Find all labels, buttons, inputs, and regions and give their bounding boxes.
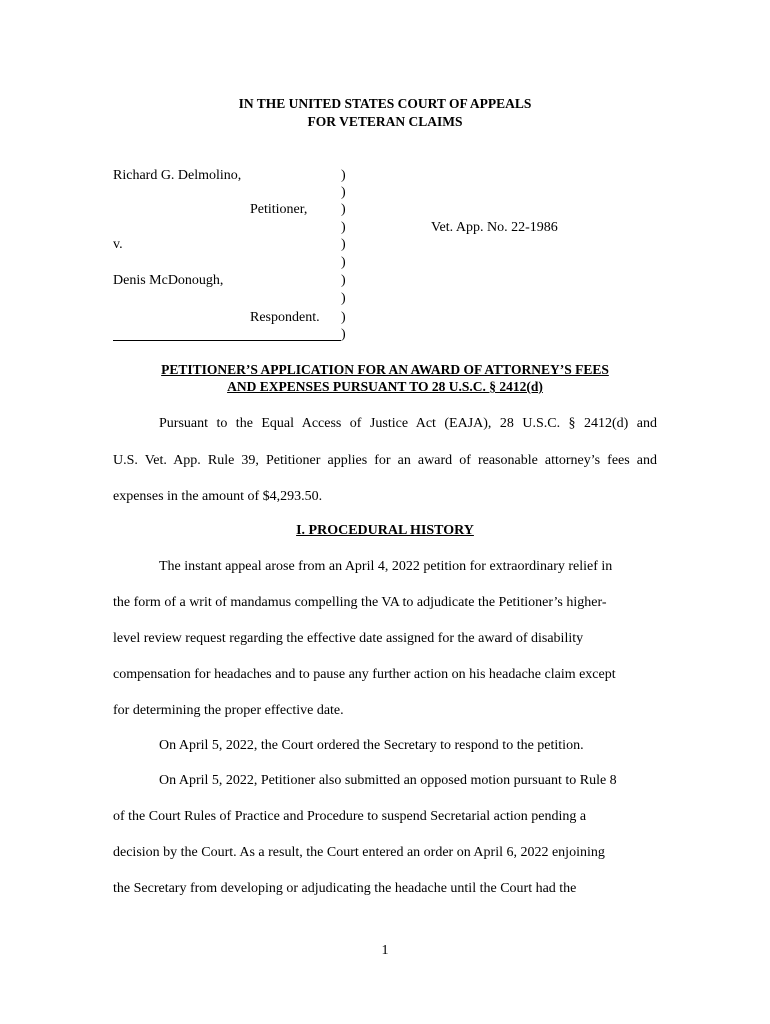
paragraph-line: decision by the Court. As a result, the Court entered an order on April 6, 2022 enjoining: [113, 845, 605, 860]
paragraph-line: of the Court Rules of Practice and Procedure to suspend Secretarial action pending a: [113, 809, 587, 824]
page-number: 1: [381, 943, 389, 958]
intro-line: U.S. Vet. App. Rule 39, Petitioner applies for an award of reasonable attorney’s fees and: [113, 453, 657, 468]
respondent-role: Respondent.: [250, 310, 320, 325]
caption-paren: ): [341, 327, 346, 342]
paragraph-line: On April 5, 2022, Petitioner also submitted an opposed motion pursuant to Rule 8: [159, 773, 617, 788]
caption-paren: ): [341, 237, 346, 252]
respondent-name: Denis McDonough,: [113, 273, 224, 288]
caption-rule: [113, 340, 341, 341]
docket-number: Vet. App. No. 22-1986: [431, 220, 558, 235]
versus: v.: [113, 237, 123, 252]
section-heading: I. PROCEDURAL HISTORY: [296, 523, 474, 538]
application-title-line1: PETITIONER’S APPLICATION FOR AN AWARD OF ATTORNEY’S FEES: [161, 362, 609, 377]
paragraph-line: level review request regarding the effective date assigned for the award of disability: [113, 631, 584, 646]
caption-paren: ): [341, 220, 346, 235]
court-title-line1: IN THE UNITED STATES COURT OF APPEALS: [238, 96, 532, 111]
paragraph-line: the Secretary from developing or adjudicating the headache until the Court had the: [113, 881, 577, 896]
paragraph-line: for determining the proper effective date.: [113, 703, 344, 718]
caption-paren: ): [341, 202, 346, 217]
intro-line: Pursuant to the Equal Access of Justice Act (EAJA), 28 U.S.C. § 2412(d) and: [159, 416, 657, 431]
caption-paren: ): [341, 291, 346, 306]
paragraph-line: The instant appeal arose from an April 4, 2022 petition for extraordinary relief in: [159, 559, 613, 574]
court-title-line2: FOR VETERAN CLAIMS: [307, 114, 463, 129]
petitioner-role: Petitioner,: [250, 202, 308, 217]
caption-paren: ): [341, 273, 346, 288]
caption-paren: ): [341, 168, 346, 183]
caption-paren: ): [341, 185, 346, 200]
application-title-line2: AND EXPENSES PURSUANT TO 28 U.S.C. § 2412(d): [227, 379, 543, 394]
paragraph-line: On April 5, 2022, the Court ordered the Secretary to respond to the petition.: [159, 738, 584, 753]
intro-line: expenses in the amount of $4,293.50.: [113, 489, 323, 504]
caption-paren: ): [341, 310, 346, 325]
paragraph-line: compensation for headaches and to pause any further action on his headache claim except: [113, 667, 616, 682]
paragraph-line: the form of a writ of mandamus compelling the VA to adjudicate the Petitioner’s higher-: [113, 595, 607, 610]
petitioner-name: Richard G. Delmolino,: [113, 168, 242, 183]
caption-paren: ): [341, 255, 346, 270]
